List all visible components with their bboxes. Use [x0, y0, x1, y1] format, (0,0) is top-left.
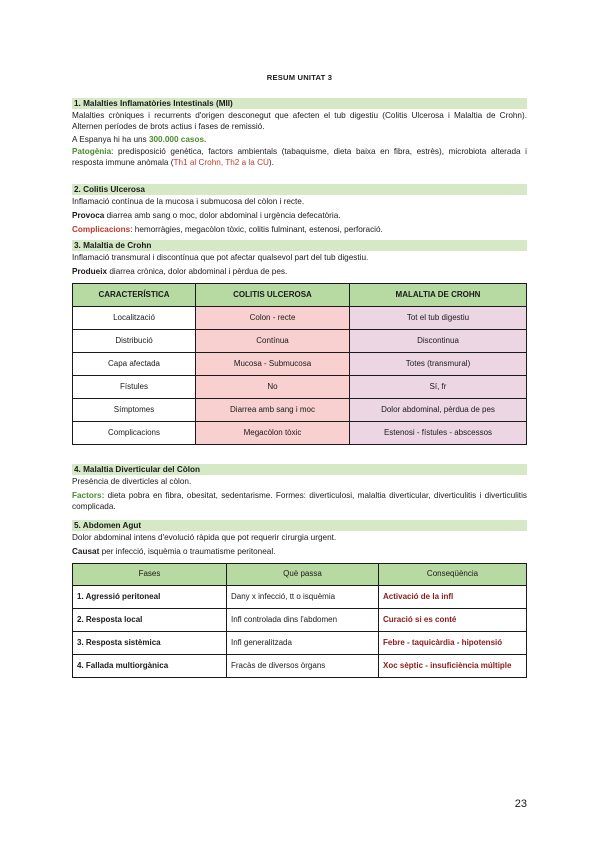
section-paragraph: Dolor abdominal intens d'evolució ràpida que pot requerir cirurgia urgent.	[72, 533, 337, 542]
table-cell: Dolor abdominal, pèrdua de pes	[350, 399, 527, 422]
table-cell: Infl controlada dins l'abdomen	[227, 609, 379, 632]
table-cell: Activació de la infl	[379, 586, 527, 609]
table-cell: Totes (transmural)	[350, 353, 527, 376]
section-paragraph: Malalties cròniques i recurrents d'origen desconegut que afecten el tub digestiu (Colitis Ulcerosa i Malaltia de Crohn). Alternen períodes de brots actius i fases de remissió.	[72, 111, 527, 131]
table-row	[73, 330, 527, 353]
table-row	[73, 655, 527, 678]
factors-paragraph: Factors: dieta pobra en fibra, obesitat, sedentarisme. Formes: diverticulosi, malaltia diverticular, diverticulitis i diverticulitis complicada.	[72, 490, 527, 511]
table-cell: Curació si es conté	[379, 609, 527, 632]
document-title: RESUM UNITAT 3	[266, 73, 333, 82]
page-number: 23	[514, 798, 527, 810]
section-paragraph: Presència de diverticles al còlon.	[72, 477, 192, 486]
table-row	[73, 376, 527, 399]
table-row	[73, 586, 527, 609]
comparison-table	[72, 283, 527, 445]
table-cell: Capa afectada	[73, 353, 196, 376]
table-cell: Estenosi - fístules - abscessos	[350, 422, 527, 445]
section-paragraph: Inflamació transmural i discontínua que pot afectar qualsevol part del tub digestiu.	[72, 253, 369, 262]
table-header-row	[73, 564, 527, 586]
section-heading: 5. Abdomen Agut	[72, 520, 527, 531]
table-header-cell: COLITIS ULCEROSA	[196, 284, 350, 307]
table-cell: Símptomes	[73, 399, 196, 422]
table-cell: Localització	[73, 307, 196, 330]
complications-line: Complicacions: hemorràgies, megacòlon tòxic, colitis fulminant, estenosi, perforació.	[72, 224, 383, 234]
table-row	[73, 632, 527, 655]
section-heading: 4. Malaltia Diverticular del Còlon	[72, 464, 527, 475]
table-cell: Sí, fr	[350, 376, 527, 399]
table-header-row	[73, 284, 527, 307]
table-header-cell: Conseqüència	[379, 564, 527, 586]
table-cell: 4. Fallada multiorgànica	[73, 655, 227, 678]
section-colitis	[72, 184, 527, 235]
pathogenesis-paragraph: Patogènia: predisposició genètica, factors ambientals (tabaquisme, dieta baixa en fibra, estrès), microbiota alterada i resposta immune anòmala (Th1 al Crohn, Th2 a la CU).	[72, 147, 527, 168]
table-row	[73, 422, 527, 445]
table-cell: 1. Agressió peritoneal	[73, 586, 227, 609]
table-cell: Discontinua	[350, 330, 527, 353]
table-cell: Megacòlon tòxic	[196, 422, 350, 445]
section-heading: 2. Colitis Ulcerosa	[72, 184, 527, 195]
table-row	[73, 609, 527, 632]
table-cell: No	[196, 376, 350, 399]
table-cell: Complicacions	[73, 422, 196, 445]
table-cell: Distribució	[73, 330, 196, 353]
causat-line: Causat per infecció, isquèmia o traumatisme peritoneal.	[72, 546, 276, 556]
table-cell: 3. Resposta sistèmica	[73, 632, 227, 655]
phases-table	[72, 563, 527, 678]
section-heading: 3. Malaltia de Crohn	[72, 240, 527, 251]
table-cell: Diarrea amb sang i moc	[196, 399, 350, 422]
section-paragraph: Inflamació contínua de la mucosa i submucosa del còlon i recte.	[72, 197, 305, 206]
table-cell: Fístules	[73, 376, 196, 399]
table-cell: Colon - recte	[196, 307, 350, 330]
section-mii	[72, 98, 527, 169]
table-cell: Mucosa - Submucosa	[196, 353, 350, 376]
table-header-cell: CARACTERÍSTICA	[73, 284, 196, 307]
provoca-line: Provoca diarrea amb sang o moc, dolor abdominal i urgència defecatòria.	[72, 210, 341, 220]
table-row	[73, 307, 527, 330]
section-crohn	[72, 240, 527, 278]
table-cell: Infl generalitzada	[227, 632, 379, 655]
table-cell: Contínua	[196, 330, 350, 353]
table-row	[73, 399, 527, 422]
table-cell: Tot el tub digestiu	[350, 307, 527, 330]
produeix-line: Produeix diarrea crònica, dolor abdominal i pèrdua de pes.	[72, 266, 288, 276]
table-cell: Fracàs de diversos òrgans	[227, 655, 379, 678]
section-diverticular	[72, 464, 527, 512]
table-header-cell: Què passa	[227, 564, 379, 586]
spain-cases-value: 300.000 casos.	[148, 134, 207, 144]
table-header-cell: MALALTIA DE CROHN	[350, 284, 527, 307]
table-row	[73, 353, 527, 376]
table-cell: 2. Resposta local	[73, 609, 227, 632]
table-header-cell: Fases	[73, 564, 227, 586]
table-cell: Dany x infecció, tt o isquèmia	[227, 586, 379, 609]
th-highlight: Th1 al Crohn, Th2 a la CU	[173, 158, 269, 168]
table-cell: Xoc sèptic - insuficiència múltiple	[379, 655, 527, 678]
table-cell: Febre - taquicàrdia - hipotensió	[379, 632, 527, 655]
section-heading: 1. Malalties Inflamatòries Intestinals (MII)	[72, 98, 527, 109]
section-acute-abdomen	[72, 520, 527, 558]
spain-cases-line: A Espanya hi ha uns 300.000 casos.	[72, 134, 207, 144]
